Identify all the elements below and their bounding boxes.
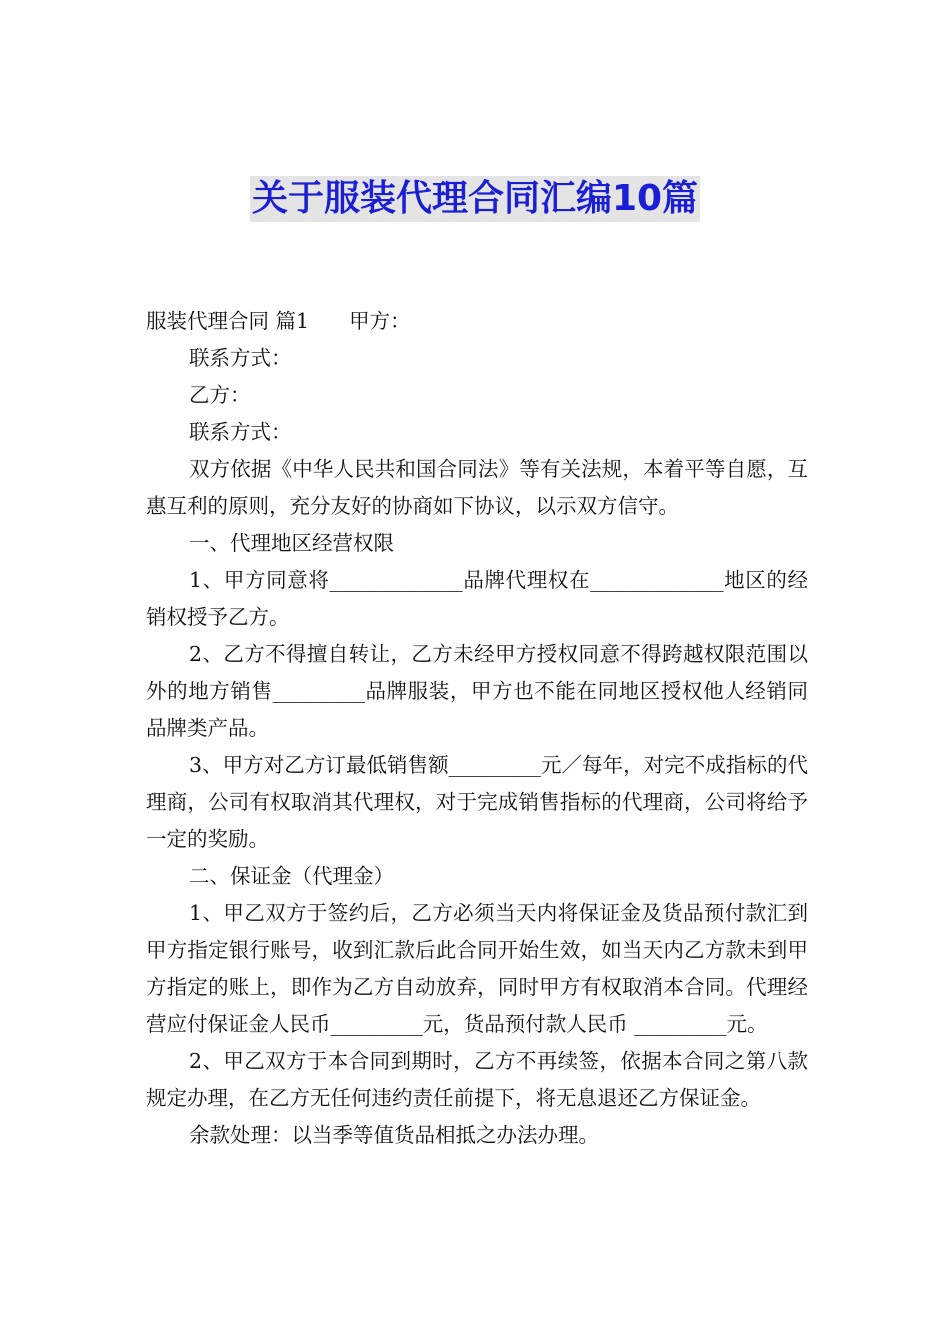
paragraph-preamble: 双方依据《中华人民共和国合同法》等有关法规，本着平等自愿，互惠互利的原则，充分友好的协商如下协议，以示双方信守。	[146, 457, 808, 518]
clause-2-2: 2、甲乙双方于本合同到期时，乙方不再续签，依据本合同之第八款规定办理，在乙方无任何违约责任前提下，将无息退还乙方保证金。	[146, 1049, 808, 1110]
paragraph-party-b: 乙方：	[189, 383, 251, 407]
party-a-label: 甲方：	[349, 309, 411, 333]
title-container	[0, 176, 950, 222]
paragraph-balance: 余款处理：以当季等值货品相抵之办法办理。	[189, 1123, 599, 1147]
clause-1-2: 2、乙方不得擅自转让，乙方未经甲方授权同意不得跨越权限范围以外的地方销售_________品牌服装，甲方也不能在同地区授权他人经销同品牌类产品。	[146, 642, 808, 740]
section-heading-line	[146, 303, 808, 340]
heading-agency-region: 一、代理地区经营权限	[189, 531, 394, 555]
document-body	[146, 303, 808, 1154]
clause-1-1: 1、甲方同意将_____________品牌代理权在_____________地区的经销权授予乙方。	[146, 568, 808, 629]
section-heading: 服装代理合同 篇1	[146, 309, 310, 333]
document-title: 关于服装代理合同汇编10篇	[250, 176, 700, 222]
clause-2-1: 1、甲乙双方于签约后，乙方必须当天内将保证金及货品预付款汇到甲方指定银行账号，收到汇款后此合同开始生效，如当天内乙方款未到甲方指定的账上，即作为乙方自动放弃，同时甲方有权取消本合同。代理经营应付保证金人民币_________元，货品预付款人民币 _________元。	[146, 901, 808, 1036]
heading-deposit: 二、保证金（代理金）	[189, 864, 394, 888]
clause-1-3: 3、甲方对乙方订最低销售额_________元／每年，对完不成指标的代理商，公司有权取消其代理权，对于完成销售指标的代理商，公司将给予一定的奖励。	[146, 753, 808, 851]
paragraph-contact-b: 联系方式：	[189, 420, 292, 444]
paragraph-contact-a: 联系方式：	[189, 346, 292, 370]
